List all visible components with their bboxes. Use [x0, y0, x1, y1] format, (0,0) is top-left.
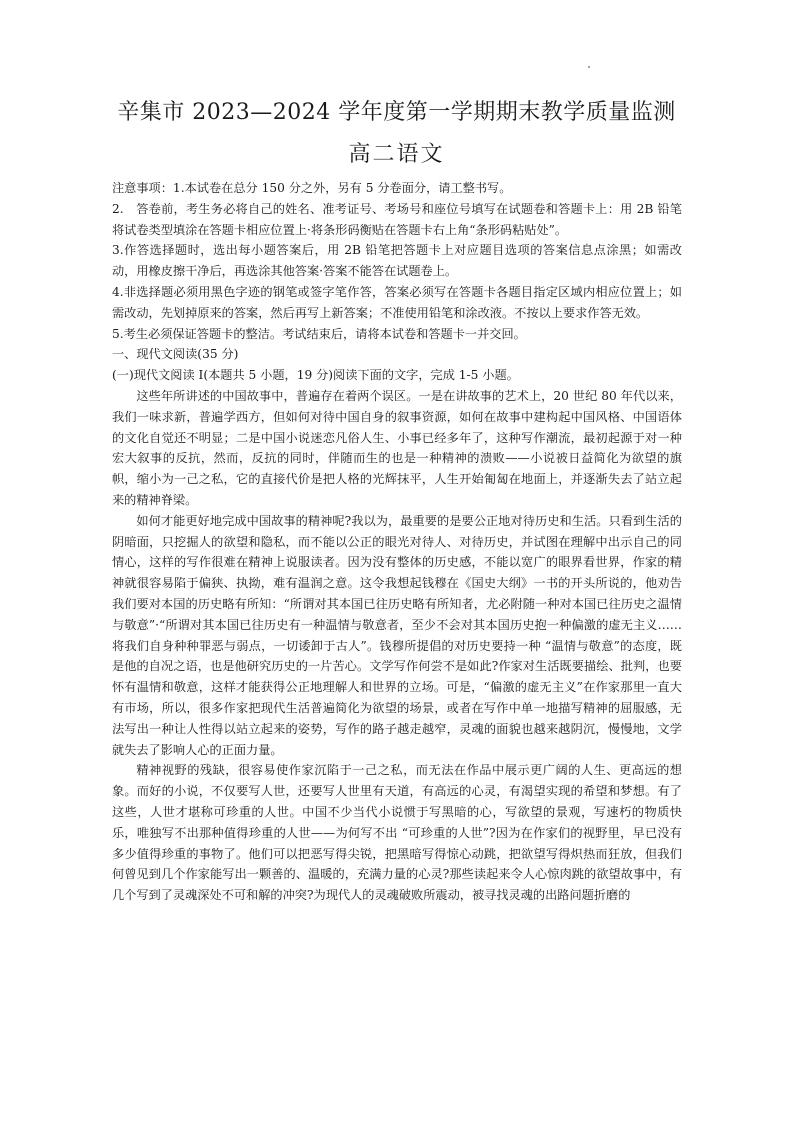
note-item: 2. 答卷前，考生务必将自己的姓名、准考证号、考场号和座位号填写在试题卷和答题卡上：用 2B 铅笔将试卷类型填涂在答题卡相应位置上·将条形码衡贴在答题卡右上角“条形码粘贴处”。 [112, 201, 682, 237]
note-item: 4.非选择题必须用黑色字迹的钢笔或签字笔作答，答案必须写在答题卡各题目指定区域内相应位置上；如需改动，先划掉原来的答案，然后再写上新答案；不准使用铅笔和涂改液。不按以上要求作答无效。 [112, 284, 682, 320]
passage-paragraph: 这些年所讲述的中国故事中，普遍存在着两个误区。一是在讲故事的艺术上，20 世纪 80 年代以来，我们一味求新，普遍学西方，但如何对待中国自身的叙事资源，如何在故事中建构起中国风格、中国语体的文化自觉还不明显；二是中国小说迷恋凡俗人生、小事已经多年了，这种写作潮流，最初起源于对一种宏大叙事的反抗，然而，反抗的同时，伴随而生的也是一种精神的溃败——小说被日益简化为欲望的旗帜，缩小为一己之私，它的直接代价是把人格的光辉抹平，人生开始匍匐在地面上，并逐渐失去了站立起来的精神脊梁。 [112, 388, 682, 507]
exam-body [112, 178, 682, 906]
note-item: 5.考生必须保证答题卡的整洁。考试结束后，请将本试卷和答题卡一并交回。 [112, 326, 526, 341]
scan-speck [588, 66, 590, 68]
subsection-heading: (一)现代文阅读 I(本题共 5 小题，19 分)阅读下面的文字，完成 1-5 小题。 [112, 368, 519, 383]
passage-paragraph: 精神视野的残缺，很容易使作家沉陷于一己之私，而无法在作品中展示更广阔的人生、更高远的想象。而好的小说，不仅要写人世，还要写人世里有天道，有高远的心灵，有渴望实现的希望和梦想。有了这些，人世才堪称可珍重的人世。中国不少当代小说惯于写黑暗的心，写欲望的景观，写速朽的物质快乐，唯独写不出那种值得珍重的人世——为何写不出 “可珍重的人世”?因为在作家们的视野里，早已没有多少值得珍重的事物了。他们可以把恶写得尖锐，把黑暗写得惊心动跳，把欲望写得炽热而狂放，但我们何曾见到几个作家能写出一颗善的、温暖的，充满力量的心灵?那些读起来令人心惊肉跳的欲望故事中，有几个写到了灵魂深处不可和解的冲突?为现代人的灵魂破败所震动，被寻找灵魂的出路问题折磨的 [112, 763, 682, 903]
note-item: 3.作答选择题时，选出每小题答案后，用 2B 铅笔把答题卡上对应题目选项的答案信息点涂黑；如需改动，用橡皮擦干净后，再选涂其他答案·答案不能答在试题卷上。 [112, 243, 682, 279]
note-item: 注意事项：1.本试卷在总分 150 分之外，另有 5 分卷面分，请工整书写。 [112, 181, 512, 195]
exam-title: 辛集市 2023—2024 学年度第一学期期末教学质量监测 [117, 100, 676, 125]
exam-subtitle: 高二语文 [348, 142, 445, 167]
section-heading: 一、现代文阅读(35 分) [112, 347, 239, 362]
passage-paragraph: 如何才能更好地完成中国故事的精神呢?我以为，最重要的是要公正地对待历史和生活。只看到生活的阴暗面，只挖掘人的欲望和隐私，而不能以公正的眼光对待人、对待历史，并试图在理解中出示自己的同情心，这样的写作很难在精神上说服读者。因为没有整体的历史感，不能以宽广的眼界看世界，作家的精神就很容易陷于偏狭、执拗，难有温润之意。这令我想起钱穆在《国史大纲》一书的开头所说的，他劝告我们要对本国的历史略有所知：“所谓对其本国已往历史略有所知者，尤必附随一种对本国已往历史之温情与敬意”·“所谓对其本国已往历史有一种温情与敬意者，至少不会对其本国历史抱一种偏激的虚无主义……将我们自身种种罪恶与弱点，一切诿卸于古人”。钱穆所提倡的对历史要持一种 “温情与敬意”的态度，既是他的自况之语，也是他研究历史的一片苦心。文学写作何尝不是如此?作家对生活既要描绘、批判，也要怀有温情和敬意，这样才能获得公正地理解人和世界的立场。可是，“偏激的虚无主义”在作家那里一直大有市场，所以，很多作家把现代生活普遍简化为欲望的场景，或者在写作中单一地描写精神的屈服感，无法写出一种让人性得以站立起来的姿势，写作的路子越走越窄，灵魂的面貌也越来越阴沉，慢慢地，文学就失去了影响人心的正面力量。 [112, 513, 682, 757]
